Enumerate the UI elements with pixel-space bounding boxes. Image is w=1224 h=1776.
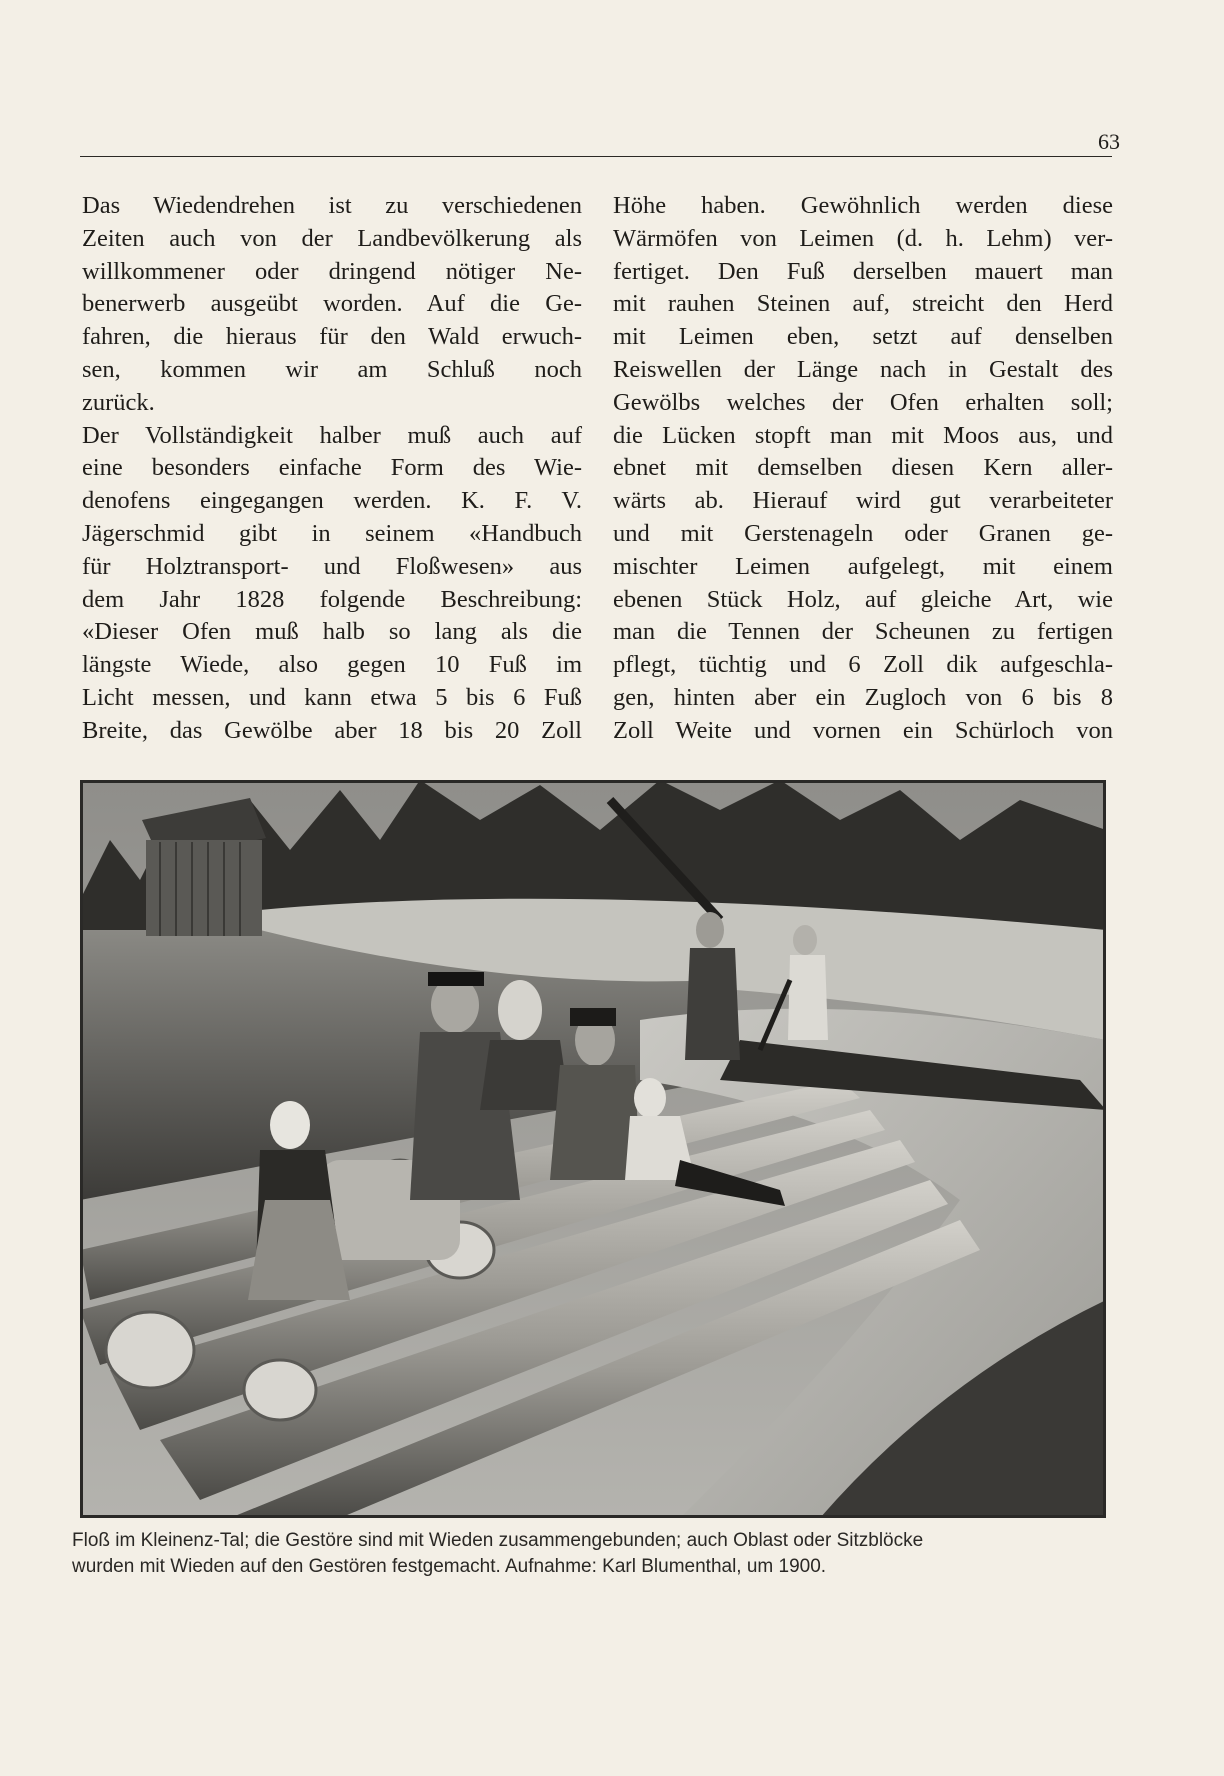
text-line: fertiget. Den Fuß derselben mauert man bbox=[613, 257, 1113, 285]
barn bbox=[142, 798, 266, 936]
text-line: Licht messen, und kann etwa 5 bis 6 Fuß bbox=[82, 683, 582, 711]
text-line: gen, hinten aber ein Zugloch von 6 bis 8 bbox=[613, 683, 1113, 711]
text-line: willkommener oder dringend nötiger Ne- bbox=[82, 257, 582, 285]
text-line: die Lücken stopft man mit Moos aus, und bbox=[613, 421, 1113, 449]
text-line: fahren, die hieraus für den Wald erwuch- bbox=[82, 323, 582, 351]
text-line: Reiswellen der Länge nach in Gestalt des bbox=[613, 355, 1113, 383]
caption-line-1: Floß im Kleinenz-Tal; die Gestöre sind mit Wieden zusammengebunden; auch Oblast oder Sitzblöcke bbox=[72, 1530, 924, 1551]
photo-illustration bbox=[80, 780, 1106, 1518]
text-line: mischter Leimen aufgelegt, mit einem bbox=[613, 552, 1113, 580]
text-line: und mit Gerstenageln oder Granen ge- bbox=[613, 519, 1113, 547]
text-line: wärts ab. Hierauf wird gut verarbeiteter bbox=[613, 487, 1113, 515]
text-line: ebnet mit demselben diesen Kern aller- bbox=[613, 454, 1113, 482]
text-line: Zoll Weite und vornen ein Schürloch von bbox=[613, 716, 1113, 744]
text-line: benerwerb ausgeübt worden. Auf die Ge- bbox=[82, 290, 582, 318]
caption-line-2: wurden mit Wieden auf den Gestören festgemacht. Aufnahme: Karl Blumenthal, um 1900. bbox=[72, 1556, 827, 1577]
text-line: ebenen Stück Holz, auf gleiche Art, wie bbox=[613, 585, 1113, 613]
text-line: «Dieser Ofen muß halb so lang als die bbox=[82, 618, 582, 646]
text-line: denofens eingegangen werden. K. F. V. bbox=[82, 487, 582, 515]
text-line: dem Jahr 1828 folgende Beschreibung: bbox=[82, 585, 582, 613]
text-line: Wärmöfen von Leimen (d. h. Lehm) ver- bbox=[613, 224, 1113, 252]
text-line: Höhe haben. Gewöhnlich werden diese bbox=[613, 192, 1113, 219]
text-column-right bbox=[613, 190, 1113, 748]
historic-raft-photograph bbox=[80, 780, 1106, 1518]
text-line: sen, kommen wir am Schluß noch bbox=[82, 355, 582, 383]
photo-caption bbox=[72, 1528, 1112, 1580]
text-line: pflegt, tüchtig und 6 Zoll dik aufgeschla- bbox=[613, 651, 1113, 679]
text-line: Breite, das Gewölbe aber 18 bis 20 Zoll bbox=[82, 716, 582, 744]
page-number: 63 bbox=[1098, 129, 1120, 154]
text-line: Der Vollständigkeit halber muß auch auf bbox=[82, 421, 582, 449]
text-line: zurück. bbox=[82, 388, 155, 416]
text-line: Zeiten auch von der Landbevölkerung als bbox=[82, 224, 582, 252]
text-line: mit rauhen Steinen auf, streicht den Herd bbox=[613, 290, 1113, 318]
text-line: mit Leimen eben, setzt auf denselben bbox=[613, 323, 1113, 351]
text-line: Gewölbs welches der Ofen erhalten soll; bbox=[613, 388, 1113, 416]
text-line: eine besonders einfache Form des Wie- bbox=[82, 454, 582, 482]
text-column-left bbox=[82, 190, 582, 748]
text-line: längste Wiede, also gegen 10 Fuß im bbox=[82, 651, 582, 679]
text-line: Das Wiedendrehen ist zu verschiedenen bbox=[82, 192, 582, 219]
text-line: Jägerschmid gibt in seinem «Handbuch bbox=[82, 519, 582, 547]
text-line: für Holztransport- und Floßwesen» aus bbox=[82, 552, 582, 580]
text-line: man die Tennen der Scheunen zu fertigen bbox=[613, 618, 1113, 646]
header-rule bbox=[80, 156, 1112, 157]
